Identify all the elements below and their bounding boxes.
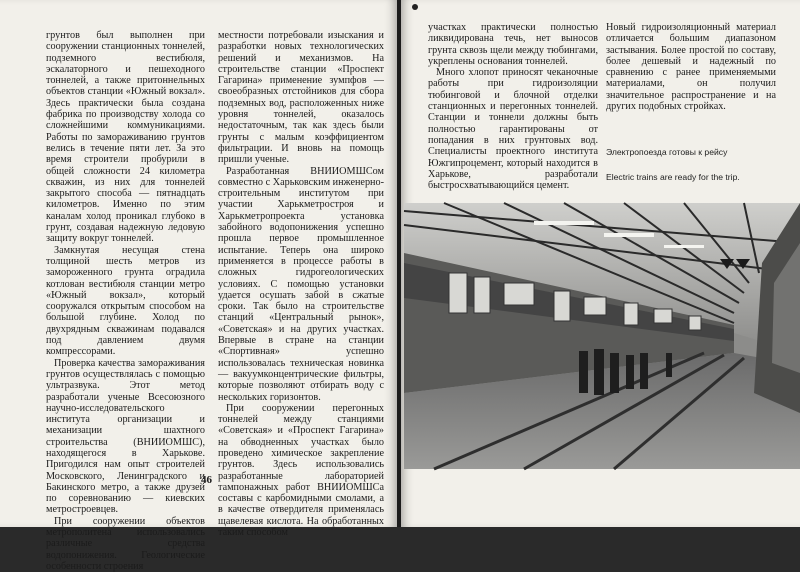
left-page xyxy=(0,0,397,572)
paragraph: При сооружении перегонных тоннелей между станциями «Советская» и «Проспект Гагарина» на обводненных участках было проведено химическое закрепление грунтов. Здесь использовались разработанные лабораторией тампонажных работ ВНИИОМШСа составы с карбомидными смолами, а в качестве отвердителя применялась щавелевая кислота. На обработанных таким способом xyxy=(218,402,384,539)
photo-caption-english: Electric trains are ready for the trip. xyxy=(606,172,740,182)
paragraph: Много хлопот приносят чеканочные работы при гидроизоляции тюбинговой и блочной отделки станционных и перегонных тоннелей. Станции и тоннели должны быть полностью гарантированы от попадания в них грунтовых вод. Специалисты проектного института Южгипроцемент, который находится в Харькове, разработали быстросхватывающийся цемент. xyxy=(428,67,598,192)
text-column-2 xyxy=(218,30,384,538)
photo-caption-russian: Электропоезда готовы к рейсу xyxy=(606,147,728,157)
paragraph: Проверка качества замораживания грунтов осуществлялась с помощью ультразвука. Этот метод разработали ученые Всесоюзного научно-исследовательского института организации и механизации шахтного строительства (ВНИИОМШС), находящегося в Харькове. Пригодился нам опыт строителей Московского, Ленинградского и Бакинского метро, а также друзей по соревнованию — киевских метростроевцев. xyxy=(46,357,205,516)
paragraph: Разработанная ВНИИОМШСом совместно с Харьковским инженерно-строительным институтом при участии Харькметростроя и Харькметропроекта установка забойного водопонижения успешно прошла первое промышленное испытание. Теперь она широко применяется в процессе работы в сложных гидрогеологических условиях. С помощью установки удается осушать забой в сжатые сроки. Так было на строительстве станций «Центральный рынок», «Советская» и на других участках. Впервые в стране на станции «Спортивная» успешно использовалась техническая новинка — вакуумконцентрические фильтры, которые позволяют отбирать воду с нескольких горизонтов. xyxy=(218,165,384,403)
paragraph: местности потребовали изыскания и разработки новых технологических решений и механизмов. На строительстве станции «Проспект Гагарина» применение зумпфов — своеобразных отстойников для сбора подземных вод, расположенных ниже уровня тоннелей, оказалось недостаточным, так как здесь были грунты с малым коэффициентом фильтрации. И вновь на помощь пришли ученые. xyxy=(218,30,384,166)
page-number: 46 xyxy=(201,474,212,486)
paragraph: Замкнутая несущая стена толщиной шесть метров из замороженного грунта оградила котлован вестибюля станции метро «Южный вокзал», который сооружался открытым способом на большой глубине. Холод по двухрядным скважинам подавался под давлением двумя компрессорами. xyxy=(46,244,205,358)
paragraph: При сооружении объектов метрополитена использовались различные средства водопонижения. Геологические особенности строения xyxy=(46,515,205,572)
text-column-1 xyxy=(46,30,205,572)
paragraph: Новый гидроизоляционный материал отличается большим диапазоном застывания. Более простой по составу, более дешевый и надежный по сравнению с ранее применяемыми материалами, он получил значительное распространение и на других подобных стройках. xyxy=(606,22,776,113)
ink-spot xyxy=(412,4,418,10)
paragraph: участках практически полностью ликвидирована течь, нет выносов грунта сквозь щели между тюбингами, укреплены основания тоннелей. xyxy=(428,22,598,67)
paragraph: грунтов был выполнен при сооружении станционных тоннелей, подземного вестибюля, эскалаторного и пешеходного тоннелей, а также притоннельных объектов станции «Южный вокзал». Здесь практически была создана фабрика по производству холода со сложнейшими коммуникациями. Работы по замораживанию грунтов велись в течение пяти лет. За это время строители пробурили в общей сложности 24 километра скважин, из них для тоннелей закрытого способа — пятнадцать километров. Именно по этим каналам холод проникал глубоко в грунт, создавая надежную ледовую защиту вокруг тоннелей. xyxy=(46,30,205,245)
depot-trains-photo xyxy=(404,203,800,469)
text-column-4 xyxy=(606,22,776,112)
text-column-3 xyxy=(428,22,598,191)
